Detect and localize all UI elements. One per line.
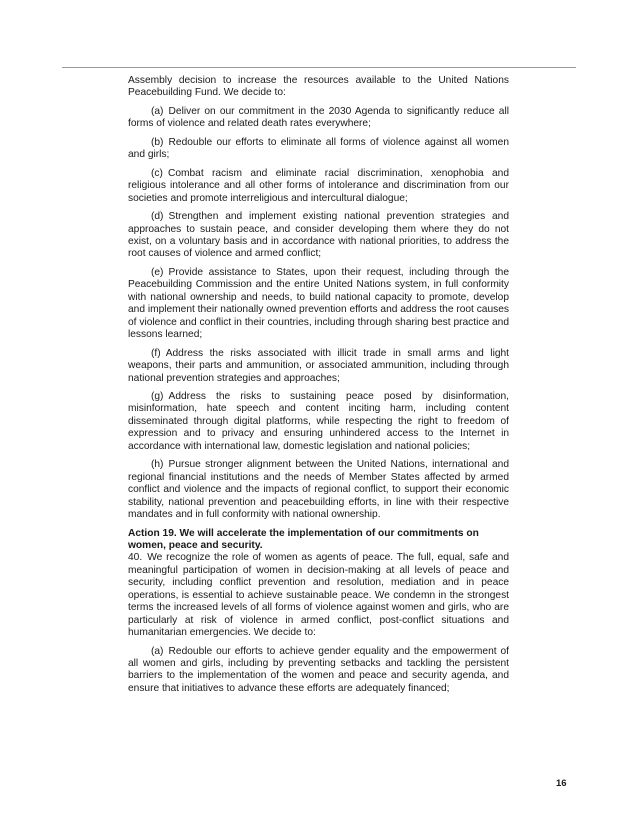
page-number: 16 xyxy=(556,778,567,789)
list-item-e: (e) Provide assistance to States, upon their request, including through the Peacebuilding Commission and the entire United Nations system, in full conformity with national ownership and needs, to build national capacity to promote, develop and implement their nationally owned prevention efforts and address the root causes of violence and conflict in their countries, including through sharing best practice and lessons learned; xyxy=(128,266,509,341)
paragraph-40: 40. We recognize the role of women as agents of peace. The full, equal, safe and meaningful participation of women in decision-making at all levels of peace and security, including conflict prevention and resolution, mediation and in peace operations, is essential to achieve sustainable peace. We condemn in the strongest terms the increased levels of all forms of violence against women and girls, who are particularly at risk of violence in armed conflict, post-conflict situations and humanitarian emergencies. We decide to: xyxy=(128,552,509,639)
list-item-g: (g) Address the risks to sustaining peace posed by disinformation, misinformation, hate speech and content inciting harm, including content disseminated through digital platforms, while respecting the right to freedom of expression and to privacy and ensuring unhindered access to the Internet in accordance with international law, domestic legislation and national policies; xyxy=(128,390,509,452)
list-item-c: (c) Combat racism and eliminate racial discrimination, xenophobia and religious intolerance and all other forms of intolerance and discrimination from our societies and promote interreligious and intercultural dialogue; xyxy=(128,167,509,204)
list-item-h: (h) Pursue stronger alignment between the United Nations, international and regional financial institutions and the needs of Member States affected by armed conflict and violence and the impacts of regional conflict, to support their economic stability, national prevention and peacebuilding efforts, in line with their respective mandates and in full conformity with national ownership. xyxy=(128,459,509,521)
action-heading: Action 19. We will accelerate the implementation of our commitments on women, peace and security. xyxy=(128,527,479,551)
paragraph-continuation: Assembly decision to increase the resources available to the United Nations Peacebuilding Fund. We decide to: xyxy=(128,75,509,99)
list-item-a: (a) Deliver on our commitment in the 2030 Agenda to significantly reduce all forms of violence and related death rates everywhere; xyxy=(128,105,509,130)
header-rule xyxy=(62,67,576,68)
list-item-40a: (a) Redouble our efforts to achieve gender equality and the empowerment of all women and girls, including by preventing setbacks and tackling the persistent barriers to the implementation of the women and peace and security agenda, and ensure that initiatives to advance these efforts are adequately financed; xyxy=(128,645,509,694)
list-item-d: (d) Strengthen and implement existing national prevention strategies and approaches to sustain peace, and consider developing them where they do not exist, on a voluntary basis and in accordance with national priorities, to address the root causes of violence and armed conflict; xyxy=(128,211,509,260)
list-item-b: (b) Redouble our efforts to eliminate all forms of violence against all women and girls; xyxy=(128,136,509,161)
document-body xyxy=(128,75,509,701)
list-item-f: (f) Address the risks associated with illicit trade in small arms and light weapons, their parts and ammunition, or associated ammunition, including through national prevention strategies and approaches; xyxy=(128,347,509,384)
